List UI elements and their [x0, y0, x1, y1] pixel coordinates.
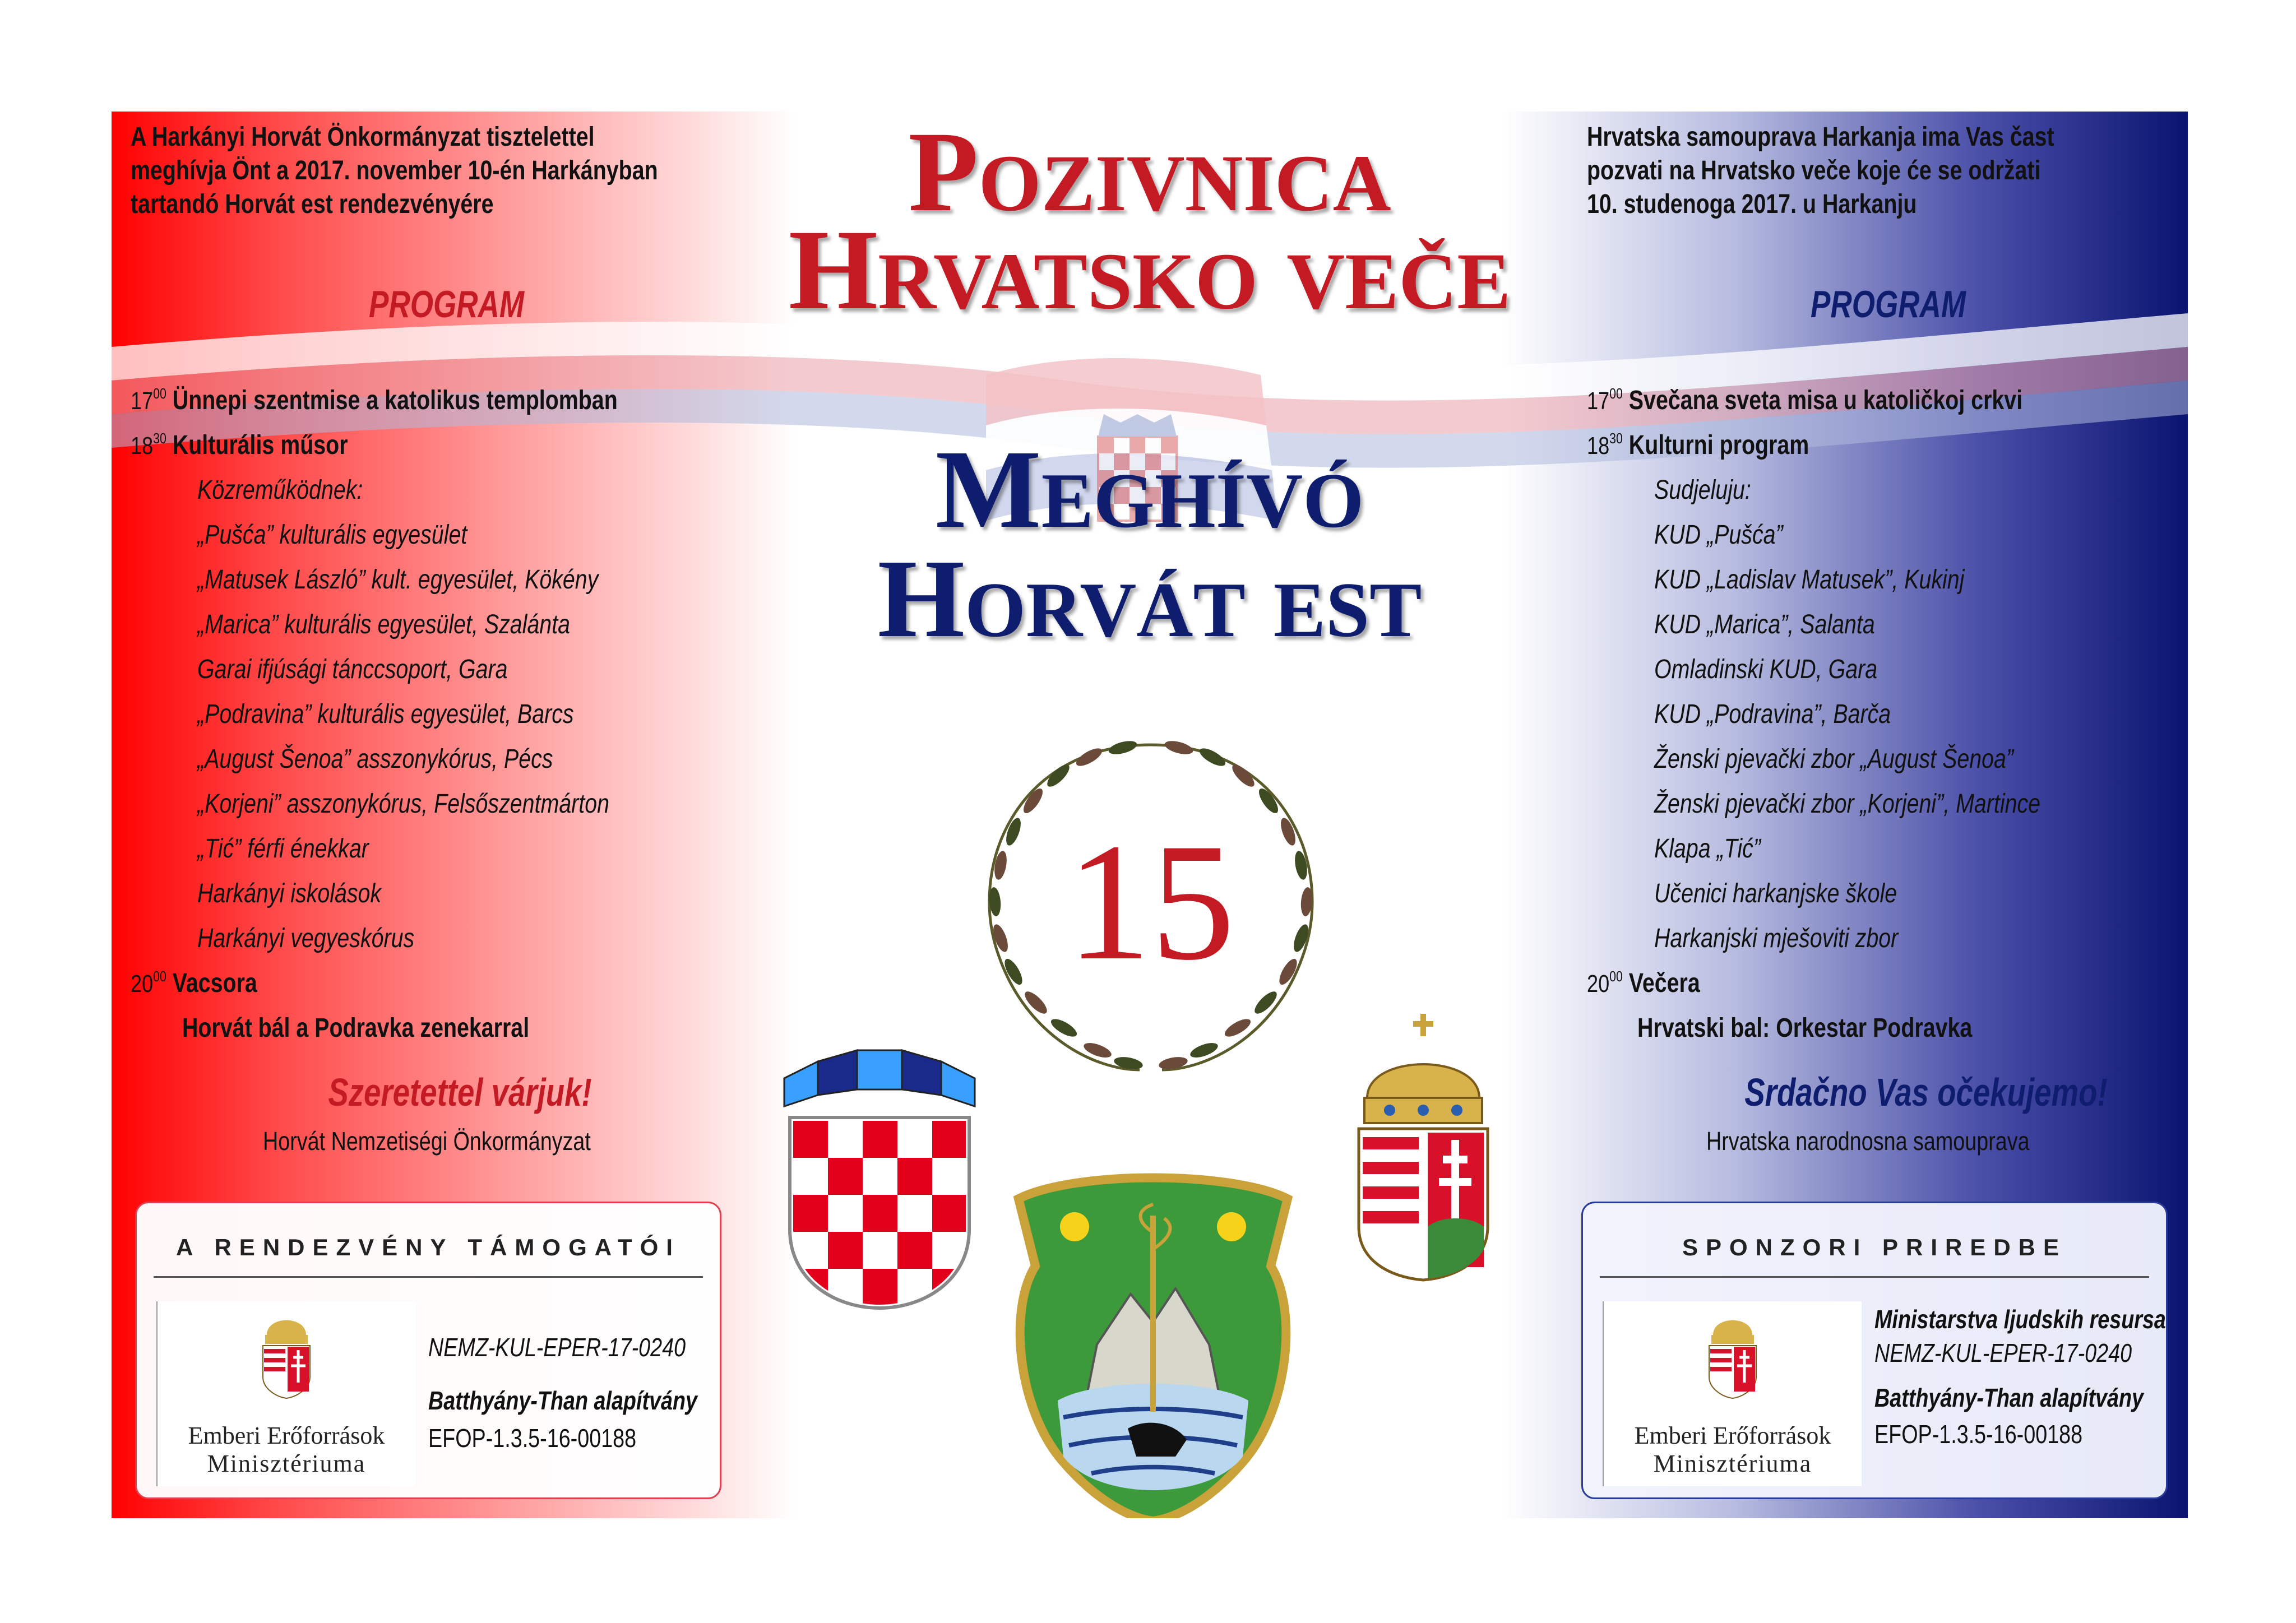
invitation-poster	[112, 112, 2188, 1518]
left-closing: Szeretettel várjuk!	[328, 1070, 592, 1114]
left-performer: Harkányi vegyeskórus	[197, 924, 415, 953]
left-time-1: $17^{00}$ Ünnepi szentmise a katolikus templomban	[131, 385, 618, 415]
left-sponsor-title: A RENDEZVÉNY TÁMOGATÓI	[176, 1234, 681, 1260]
croatian-coat-of-arms-icon	[779, 1045, 980, 1314]
right-performer: KUD „Podravina”, Barča	[1654, 699, 1891, 729]
emmi-logo	[1603, 1301, 1862, 1486]
hungarian-coat-of-arms-icon	[258, 1304, 314, 1399]
left-intro-line: A Harkányi Horvát Önkormányzat tisztelettel	[131, 122, 595, 152]
title-meghivo: Meghívó	[935, 428, 1364, 551]
right-performer: Ženski pjevački zbor „August Šenoa”	[1654, 744, 2014, 774]
title-horvat-est: Horvát est	[877, 537, 1422, 661]
right-performer: Omladinski KUD, Gara	[1654, 655, 1878, 684]
right-ball: Hrvatski bal: Orkestar Podravka	[1637, 1013, 1973, 1043]
wreath-number: 15	[1067, 809, 1235, 995]
left-intro-line: meghívja Önt a 2017. november 10-én Harkányban	[131, 156, 658, 186]
right-signature: Hrvatska narodnosna samouprava	[1706, 1126, 2030, 1156]
left-sponsor-foundation: Batthyány-Than alapítvány	[428, 1386, 697, 1415]
right-intro-line: pozvati na Hrvatsko veče koje će se održati	[1587, 156, 2041, 186]
right-closing: Srdačno Vas očekujemo!	[1744, 1070, 2108, 1114]
right-time-2: $18^{30}$ Kulturni program	[1587, 430, 1809, 460]
left-performer: „Tić” férfi énekkar	[197, 834, 369, 864]
emmi-logo-line2: Minisztériuma	[207, 1450, 366, 1477]
left-sponsor-efop: EFOP-1.3.5-16-00188	[428, 1423, 637, 1453]
left-intro-line: tartandó Horvát est rendezvényére	[131, 189, 494, 219]
left-ball: Horvát bál a Podravka zenekarral	[182, 1013, 530, 1043]
emmi-logo-line1: Emberi Erőforrások	[1634, 1422, 1831, 1449]
right-intro-line: Hrvatska samouprava Harkanja ima Vas čast	[1587, 122, 2054, 152]
right-sponsor-ministry: Ministarstva ljudskih resursa	[1874, 1305, 2166, 1334]
right-performer: KUD „Pušća”	[1654, 520, 1783, 550]
left-performer: „Korjeni” asszonykórus, Felsőszentmárton	[197, 789, 610, 819]
left-performer: „Matusek László” kult. egyesület, Kökény	[197, 565, 599, 595]
hungarian-coat-of-arms-icon	[1705, 1304, 1761, 1399]
right-performer: Harkanjski mješoviti zbor	[1654, 924, 1899, 953]
right-performer: Klapa „Tić”	[1654, 834, 1761, 864]
left-performer: Garai ifjúsági tánccsoport, Gara	[197, 655, 508, 684]
right-performer: Učenici harkanjske škole	[1654, 879, 1897, 908]
left-performer: „Pušća” kulturális egyesület	[197, 520, 467, 550]
left-program-heading: PROGRAM	[369, 283, 525, 326]
right-performers-label: Sudjeluju:	[1654, 475, 1751, 505]
left-signature: Horvát Nemzetiségi Önkormányzat	[263, 1126, 591, 1156]
hungarian-coat-of-arms-icon	[1350, 1014, 1496, 1283]
right-intro-line: 10. studenoga 2017. u Harkanju	[1587, 189, 1917, 219]
title-hrvatsko-vece: Hrvatsko veče	[788, 206, 1511, 333]
left-sponsor-box	[135, 1202, 721, 1499]
left-performer: „Podravina” kulturális egyesület, Barcs	[197, 699, 574, 729]
right-performer: KUD „Ladislav Matusek”, Kukinj	[1654, 565, 1965, 595]
right-sponsor-foundation: Batthyány-Than alapítvány	[1874, 1383, 2144, 1412]
right-program-heading: PROGRAM	[1811, 283, 1966, 326]
left-performer: „Marica” kulturális egyesület, Szalánta	[197, 610, 571, 639]
right-sponsor-efop: EFOP-1.3.5-16-00188	[1874, 1420, 2083, 1449]
right-performer: Ženski pjevački zbor „Korjeni”, Martince	[1654, 789, 2041, 819]
left-performer: Harkányi iskolások	[197, 879, 382, 908]
right-time-3: $20^{00}$ Večera	[1587, 968, 1700, 998]
right-time-1: $17^{00}$ Svečana sveta misa u katoličkoj crkvi	[1587, 385, 2023, 415]
emmi-logo-line2: Minisztériuma	[1653, 1450, 1812, 1477]
emmi-logo	[156, 1301, 415, 1486]
left-time-3: $20^{00}$ Vacsora	[131, 968, 257, 998]
harkany-coat-of-arms-icon	[1007, 1165, 1299, 1518]
right-sponsor-code: NEMZ-KUL-EPER-17-0240	[1874, 1338, 2132, 1367]
right-sponsor-title: SPONZORI PRIREDBE	[1682, 1234, 2067, 1260]
left-performer: „August Šenoa” asszonykórus, Pécs	[197, 744, 553, 774]
right-sponsor-box	[1581, 1202, 2168, 1499]
left-time-2: $18^{30}$ Kulturális műsor	[131, 430, 348, 460]
right-performer: KUD „Marica”, Salanta	[1654, 610, 1875, 639]
left-sponsor-code: NEMZ-KUL-EPER-17-0240	[428, 1333, 686, 1362]
emmi-logo-line1: Emberi Erőforrások	[188, 1422, 385, 1449]
title-pozivnica: Pozivnica	[908, 112, 1391, 235]
left-performers-label: Közreműködnek:	[197, 475, 363, 505]
